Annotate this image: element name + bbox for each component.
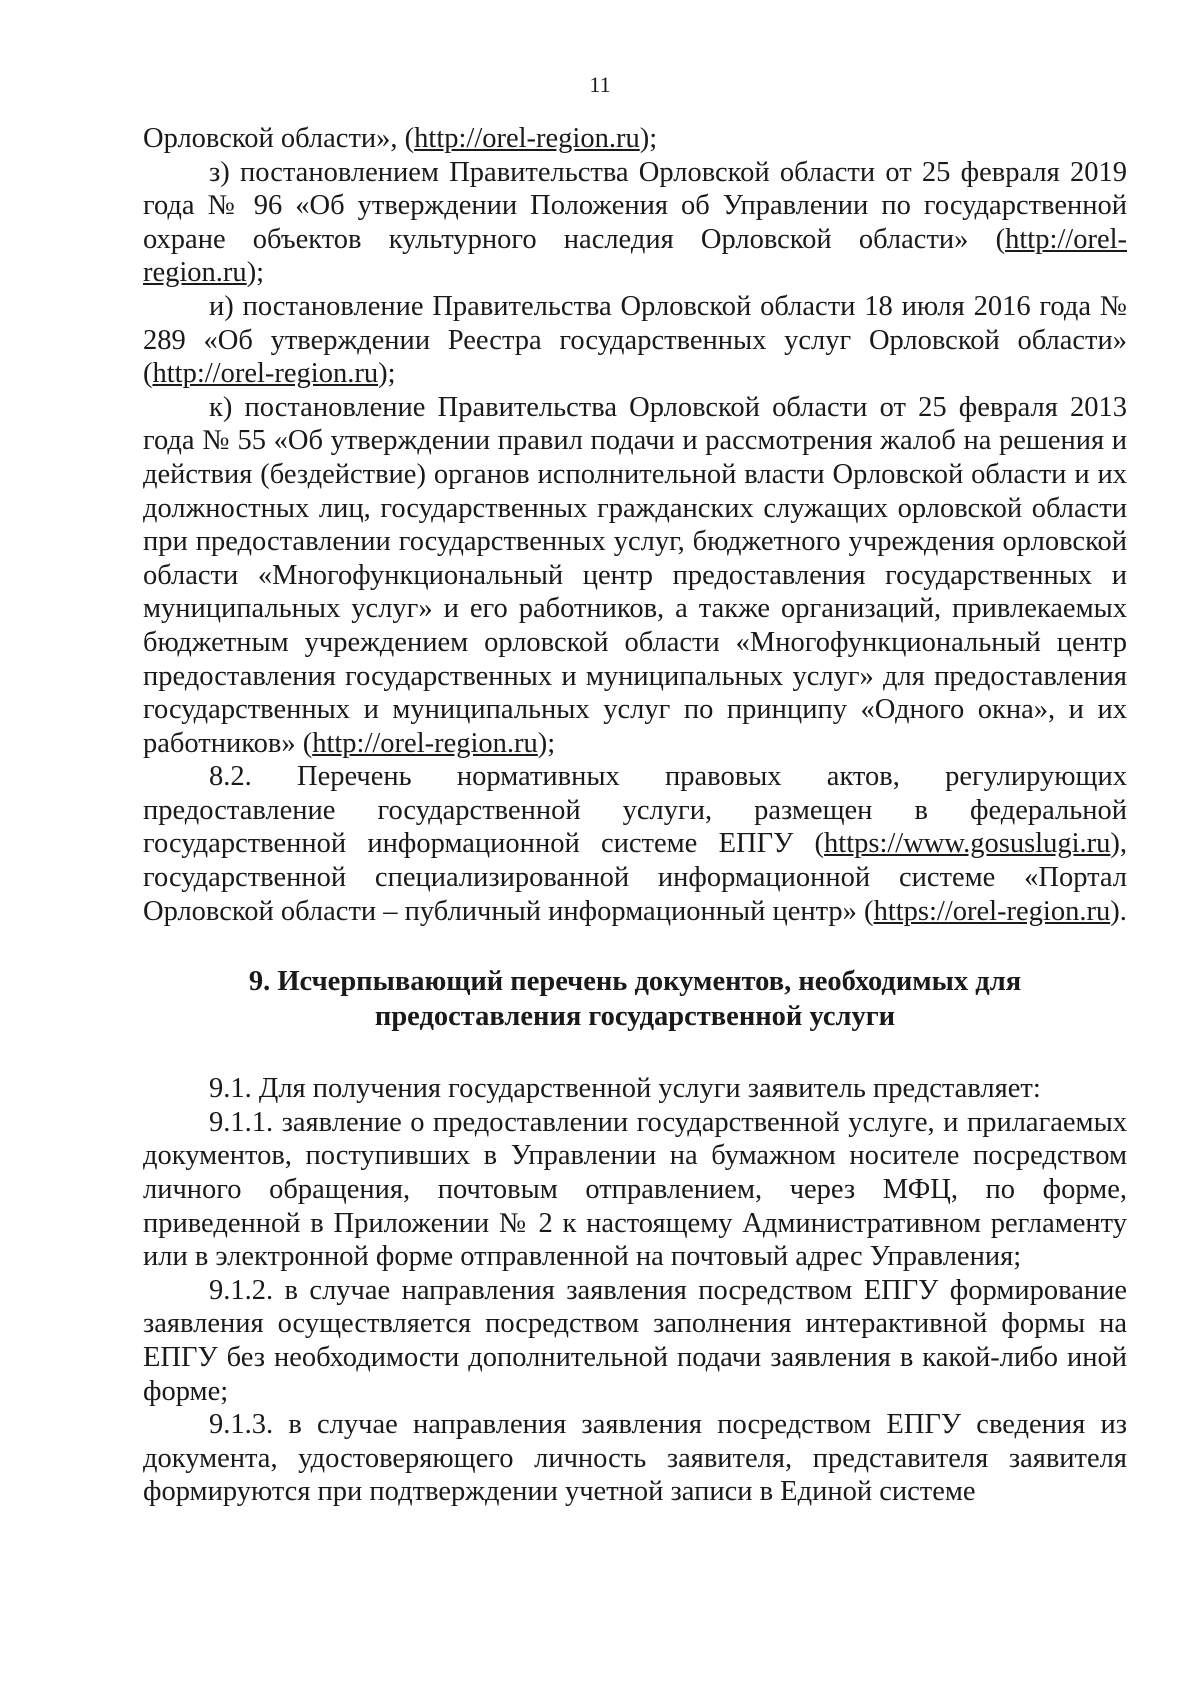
hyperlink[interactable]: https://www.gosuslugi.ru <box>824 828 1111 860</box>
hyperlink[interactable]: http://orel-region.ru <box>414 123 640 154</box>
paragraph-text: ); <box>537 727 556 759</box>
paragraph-text: ). <box>1110 895 1127 927</box>
paragraph-p-9-1 <box>143 1072 1127 1106</box>
paragraph-text: и) постановление Правительства Орловской области 18 июля 2016 года № 289 «Об утверждении Реестра государственных услуг Орловской области» ( <box>143 290 1127 390</box>
section-heading <box>143 964 1127 1034</box>
paragraph-p-i <box>143 290 1127 391</box>
paragraph-text: 9.1.2. в случае направления заявления посредством ЕПГУ формирование заявления осуществляется посредством заполнения интерактивной формы на ЕПГУ без необходимости дополнительной подачи заявления в какой-либо иной форме; <box>143 1274 1127 1407</box>
paragraph-text: 8.2. Перечень нормативных правовых актов, регулирующих предоставление государственной услуги, размещен в федеральной государственной информационной системе ЕПГУ ( <box>143 761 1127 860</box>
paragraph-text: 9.1. Для получения государственной услуги заявитель представляет: <box>209 1073 1041 1105</box>
paragraph-p-z <box>143 156 1127 290</box>
paragraph-text: 9.1.3. в случае направления заявления посредством ЕПГУ сведения из документа, удостоверяющего личность заявителя, представителя заявителя формируются при подтверждении учетной записи в Единой системе <box>143 1409 1127 1508</box>
paragraphs-after-heading <box>143 1072 1127 1509</box>
paragraph-p-k <box>143 391 1127 761</box>
page-number: 11 <box>589 72 611 97</box>
document-body <box>143 122 1127 1509</box>
paragraph-p-8-2 <box>143 760 1127 928</box>
paragraph-text: 9.1.1. заявление о предоставлении государственной услуге, и прилагаемых документов, поступивших в Управлении на бумажном носителе посредством личного обращения, почтовым отправлением, через МФЦ, по форме, приведенной в Приложении № 2 к настоящему Административном регламенту или в электронной форме отправленной на почтовый адрес Управления; <box>143 1106 1127 1273</box>
paragraph-text: ); <box>246 257 265 289</box>
paragraph-p-9-1-2 <box>143 1274 1127 1408</box>
paragraph-text: Орловской области», ( <box>143 123 415 154</box>
paragraph-p-9-1-1 <box>143 1106 1127 1274</box>
paragraph-text: ); <box>378 358 396 390</box>
paragraph-text: з) постановлением Правительства Орловской области от 25 февраля 2019 года № 96 «Об утверждении Положения об Управлении по государственной охране объектов культурного наследия Орловской области» ( <box>143 156 1127 255</box>
section-heading-line2: предоставления государственной услуги <box>374 1001 896 1033</box>
paragraph-p-continuation <box>143 122 1127 156</box>
hyperlink[interactable]: http://orel-region.ru <box>152 358 379 390</box>
hyperlink[interactable]: http://orel-region.ru <box>312 727 538 759</box>
paragraph-text: ); <box>639 123 658 154</box>
paragraph-text: к) постановление Правительства Орловской области от 25 февраля 2013 года № 55 «Об утверждении правил подачи и рассмотрения жалоб на решения и действия (бездействие) органов исполнительной власти Орловской области и их должностных лиц, государственных гражданских служащих орловской области при предоставлении государственных услуг, бюджетного учреждения орловской области «Многофункциональный центр предоставления государственных и муниципальных услуг» и его работников, а также организаций, привлекаемых бюджетным учреждением орловской области «Многофункциональный центр предоставления государственных и муниципальных услуг» для предоставления государственных и муниципальных услуг по принципу «Одного окна», и их работников» ( <box>143 391 1127 759</box>
paragraph-text: ), государственной специализированной информационной системе «Портал Орловской области – публичный информационный центр» ( <box>143 828 1127 927</box>
paragraphs-before-heading <box>143 122 1127 928</box>
hyperlink[interactable]: https://orel-region.ru <box>873 895 1111 927</box>
paragraph-p-9-1-3 <box>143 1408 1127 1509</box>
hyperlink[interactable]: http://orel-region.ru <box>143 223 1127 289</box>
section-heading-line1: 9. Исчерпывающий перечень документов, необходимых для <box>248 966 1022 998</box>
